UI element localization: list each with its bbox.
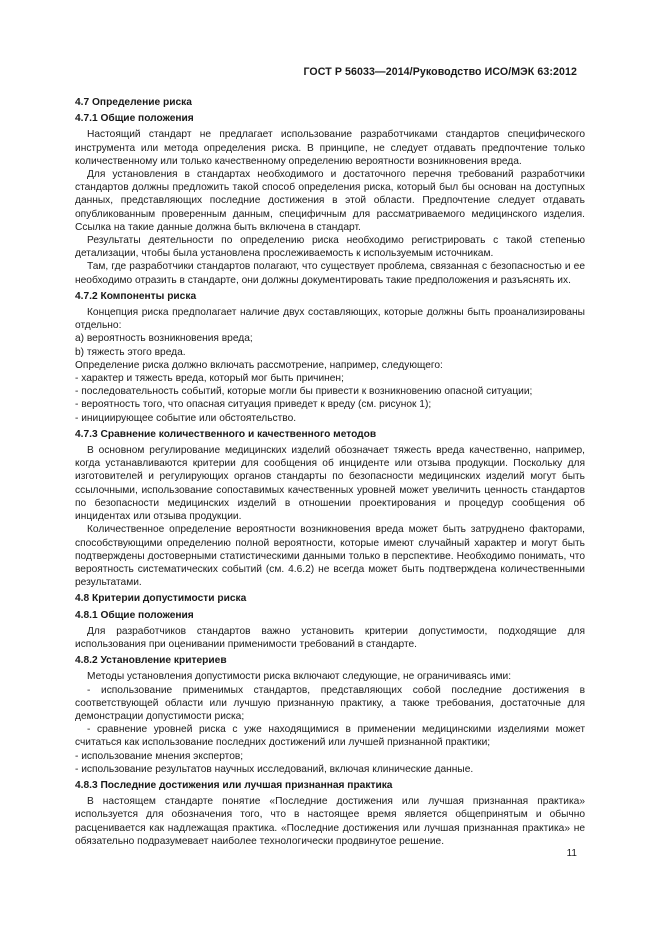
paragraph: В основном регулирование медицинских изделий обозначает тяжесть вреда качественно, например, когда устанавливаются критерии для сообщения об инциденте или отзыва продукции. Поскольку для изготовителей и регулирующих органов стандарты по безопасности медицинских изделий могут быть ссылочными, использование сопоставимых качественных уровней может увеличить ценность стандартов по безопасности медицинских изделий в отношении проектирования и процедур сообщения об инцидентах или отзыва продукции.	[75, 445, 585, 523]
list-item: b) тяжесть этого вреда.	[75, 346, 186, 358]
paragraph: Методы установления допустимости риска включают следующие, не ограничиваясь ими:	[87, 671, 512, 683]
document-header: ГОСТ Р 56033—2014/Руководство ИСО/МЭК 63:2012	[303, 66, 577, 78]
paragraph: В настоящем стандарте понятие «Последние достижения или лучшая признанная практика» используется для обозначения того, что в настоящее время является общепринятым и обычно расценивается как надлежащая практика. «Последние достижения или лучшая признанная практика» не обязательно подразумевает наиболее технологически продвинутое решение.	[75, 796, 585, 847]
paragraph: Концепция риска предполагает наличие двух составляющих, которые должны быть проанализированы отдельно:	[75, 307, 585, 332]
paragraph: Настоящий стандарт не предлагает использование разработчиками стандартов специфического инструмента или метода определения риска. В принципе, не следует отдавать предпочтение только количественному или только качественному определению вероятности возникновения вреда.	[75, 129, 585, 167]
section-heading: 4.7.3 Сравнение количественного и качественного методов	[75, 428, 377, 440]
paragraph: Там, где разработчики стандартов полагают, что существует проблема, связанная с безопасностью и ее необходимо отразить в стандарте, они должны документировать такие предположения и разъяснять их.	[75, 261, 585, 286]
page-number: 11	[566, 848, 577, 859]
paragraph: Количественное определение вероятности возникновения вреда может быть затруднено факторами, способствующими определению полной вероятности, которые имеют случайный характер и могут быть подтверждены достоверными статистическими данными только в перспективе. Необходимо понимать, что вероятность систематических событий (см. 4.6.2) не всегда может быть подтверждена количественными результатами.	[75, 524, 585, 589]
section-heading: 4.7.2 Компоненты риска	[75, 290, 197, 302]
paragraph: Для установления в стандартах необходимого и достаточного перечня требований разработчики стандартов должны предложить такой способ определения риска, который был бы основан на доступных данных, представляющих последние достижения в этой области. Предпочтение следует отдавать опубликованным проверенным данным, специфичным для рассматриваемого медицинского изделия. Ссылка на такие данные должна быть включена в стандарт.	[75, 169, 585, 233]
paragraph: Для разработчиков стандартов важно установить критерии допустимости, подходящие для использования при оценивании применимости требований в стандарте.	[75, 625, 585, 650]
section-heading: 4.8.3 Последние достижения или лучшая признанная практика	[75, 779, 393, 791]
section-heading: 4.8.2 Установление критериев	[75, 655, 227, 667]
list-item: - инициирующее событие или обстоятельство.	[75, 412, 297, 424]
list-item: - вероятность того, что опасная ситуация приведет к вреду (см. рисунок 1);	[75, 399, 432, 411]
section-heading: 4.8.1 Общие положения	[75, 609, 194, 621]
paragraph: Результаты деятельности по определению риска необходимо регистрировать с такой степенью детализации, чтобы была установлена прослеживаемость к используемым источникам.	[75, 235, 585, 260]
section-heading: 4.7.1 Общие положения	[75, 113, 194, 125]
list-item: а) вероятность возникновения вреда;	[75, 333, 253, 345]
list-item: - использование мнения экспертов;	[75, 750, 244, 762]
paragraph: - использование применимых стандартов, представляющих собой последние достижения в соответствующей области или лучшую признанную практику, а также требования, достаточные для демонстрации допустимости риска;	[75, 684, 585, 722]
document-body	[75, 93, 585, 848]
section-heading: 4.8 Критерии допустимости риска	[75, 593, 247, 605]
list-item: - использование результатов научных исследований, включая клинические данные.	[75, 763, 474, 775]
list-item: Определение риска должно включать рассмотрение, например, следующего:	[75, 359, 443, 371]
paragraph: - сравнение уровней риска с уже находящимися в применении медицинскими изделиями может считаться как использование последних достижений или лучшей признанной практики;	[75, 724, 585, 749]
list-item: - последовательность событий, которые могли бы привести к возникновению опасной ситуации;	[75, 386, 533, 398]
list-item: - характер и тяжесть вреда, который мог быть причинен;	[75, 373, 344, 385]
section-heading: 4.7 Определение риска	[75, 97, 192, 108]
